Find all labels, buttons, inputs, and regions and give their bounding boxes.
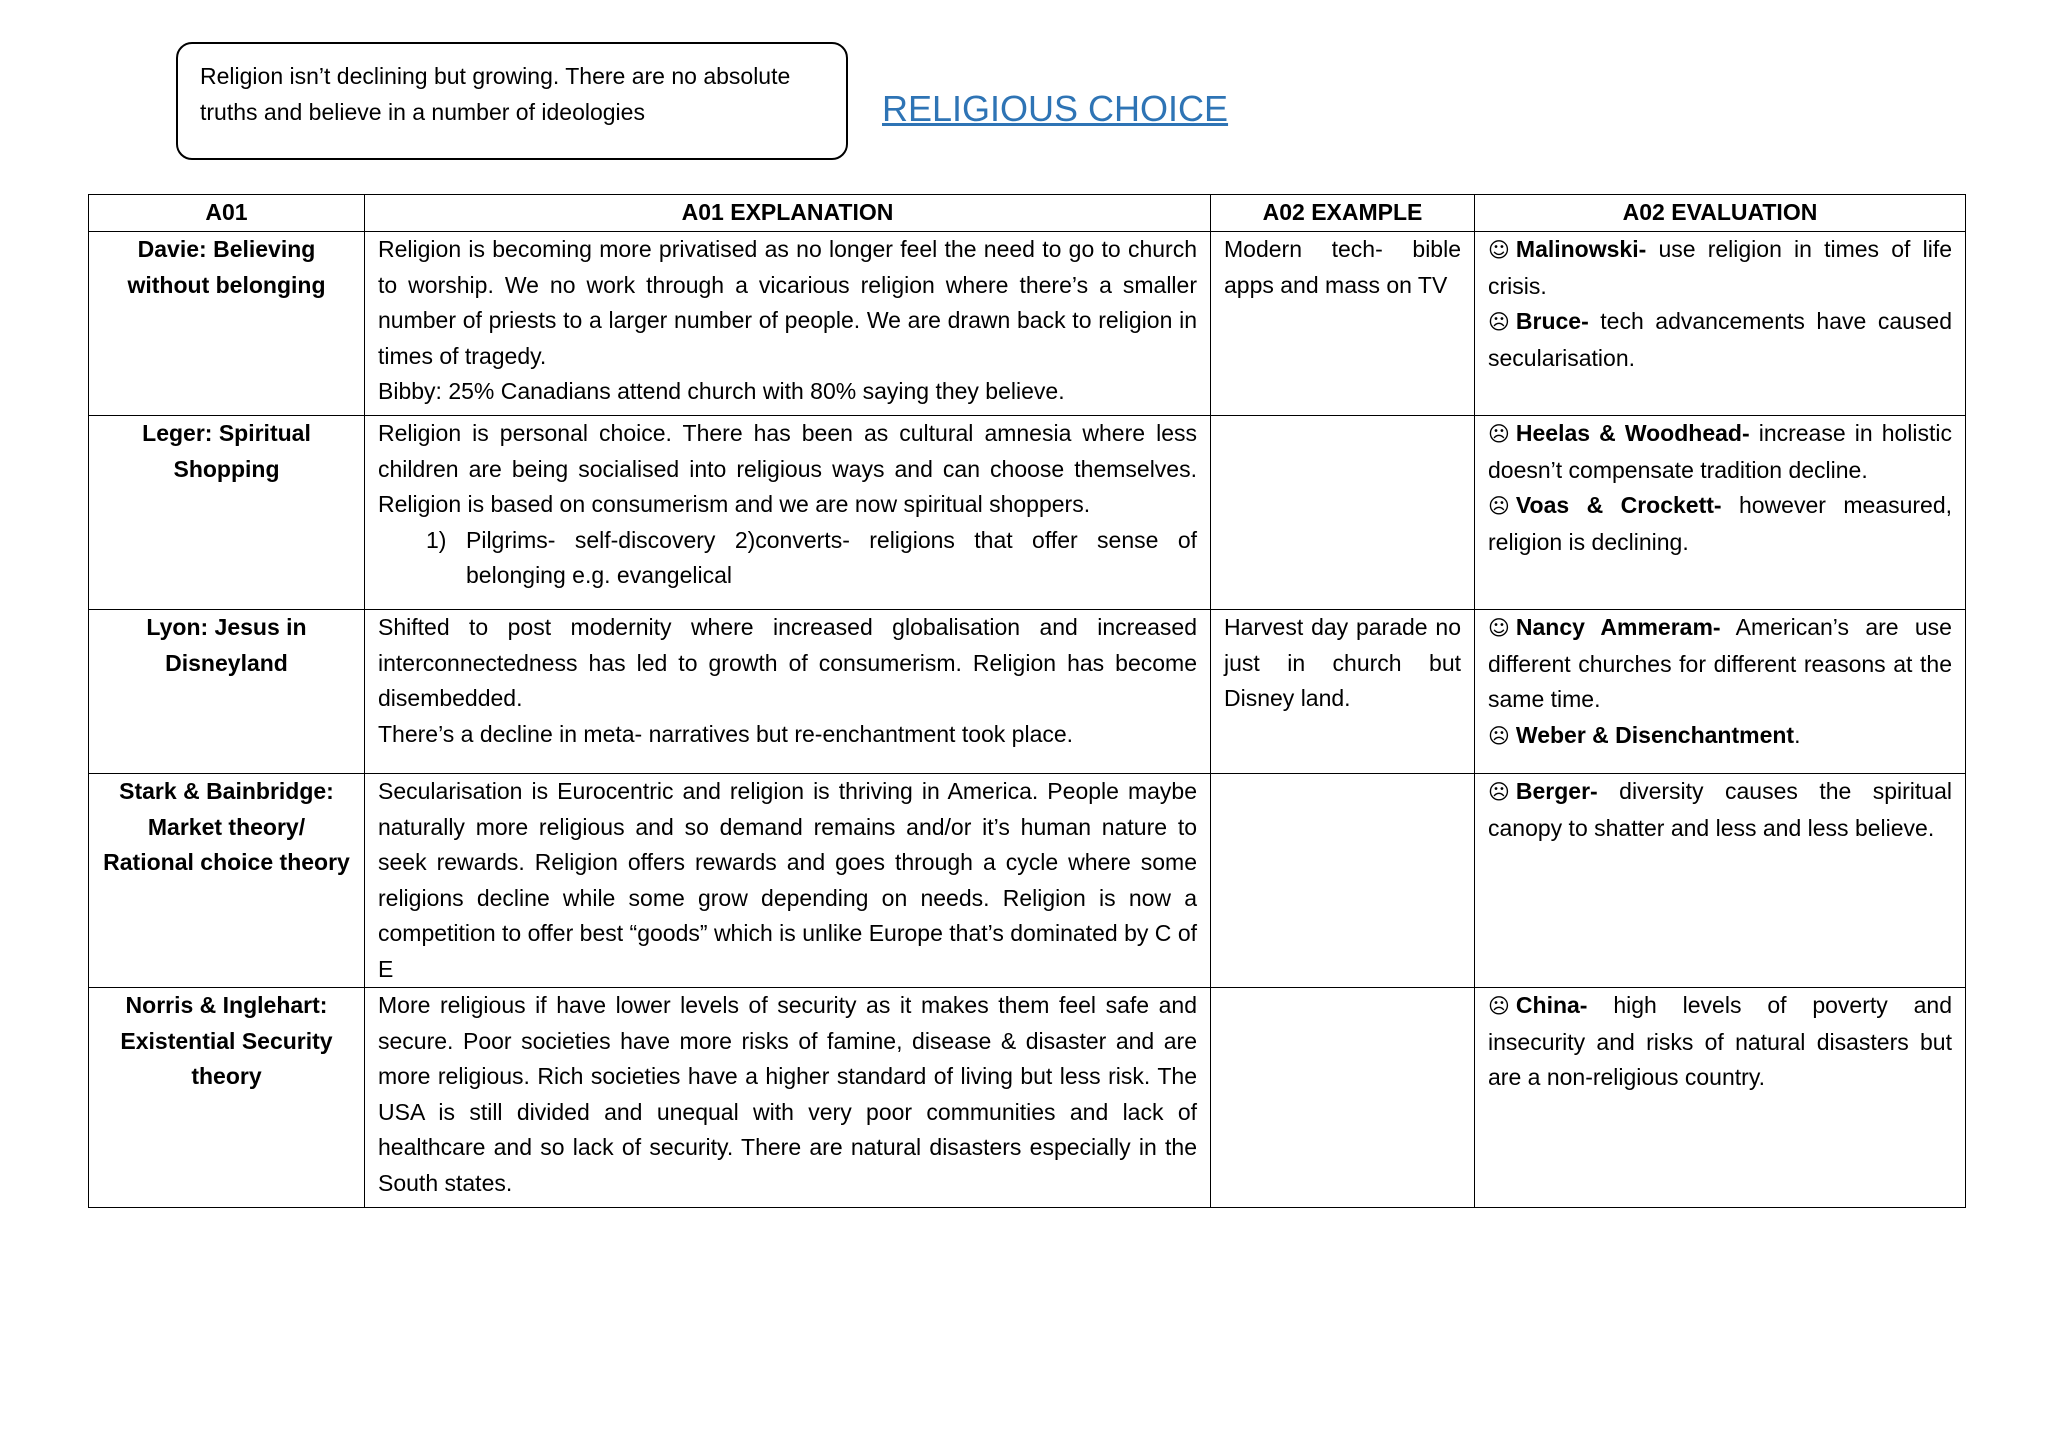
smiley-face-icon: ☺	[1488, 616, 1510, 640]
frowning-face-icon: ☹	[1488, 494, 1510, 518]
table-row	[89, 988, 1966, 1208]
header-a01-explanation: A01 EXPLANATION	[365, 195, 1211, 232]
example-cell	[1211, 232, 1475, 416]
theorist-cell	[89, 988, 365, 1208]
evaluation-point	[1488, 774, 1952, 846]
evaluation-text: high levels of poverty and insecurity and risks of natural disasters but are a non-religious country.	[1488, 992, 1952, 1090]
evaluation-point	[1488, 488, 1952, 560]
explanation-paragraph: There’s a decline in meta- narratives but re-enchantment took place.	[378, 720, 1074, 747]
example-cell	[1211, 610, 1475, 774]
evaluation-text: tech advancements have caused secularisation.	[1488, 308, 1952, 371]
theorist-cell	[89, 774, 365, 988]
religious-choice-table	[88, 194, 1966, 1208]
frowning-face-icon: ☹	[1488, 723, 1510, 748]
explanation-paragraph: Secularisation is Eurocentric and religion is thriving in America. People maybe naturally more religious and so demand remains and/or it’s human nature to seek rewards. Religion offers rewards and goes through a cycle where some religions decline while some grow depending on needs. Religion is now a competition to offer best “goods” which is unlike Europe that’s dominated by C of E	[378, 778, 1197, 982]
explanation-paragraph: More religious if have lower levels of security as it makes them feel safe and secure. Poor societies have more risks of famine, disease & disaster and are more religious. Rich societies have a higher standard of living but less risk. The USA is still divided and unequal with very poor communities and lack of healthcare and so lack of security. There are natural disasters especially in the South states.	[378, 992, 1197, 1196]
theorist-cell	[89, 232, 365, 416]
evaluation-text: use religion in times of life crisis.	[1488, 236, 1952, 299]
example-cell	[1211, 416, 1475, 610]
theorist-label: Stark & Bainbridge: Market theory/ Rational choice theory	[103, 778, 350, 875]
frowning-face-icon: ☹	[1488, 780, 1510, 804]
explanation-paragraph: Bibby: 25% Canadians attend church with 80% saying they believe.	[378, 378, 1065, 404]
evaluation-cell	[1475, 232, 1966, 416]
evaluation-text: American’s are use different churches for different reasons at the same time.	[1488, 614, 1952, 712]
evaluation-name: Berger-	[1515, 778, 1598, 804]
theorist-label: Leger: Spiritual Shopping	[142, 420, 311, 482]
evaluation-point	[1488, 232, 1952, 304]
evaluation-point	[1488, 718, 1952, 755]
evaluation-name: China-	[1515, 992, 1588, 1018]
header-a02-evaluation: A02 EVALUATION	[1475, 195, 1966, 232]
frowning-face-icon: ☹	[1488, 310, 1510, 334]
explanation-paragraph: Religion is becoming more privatised as no longer feel the need to go to church to worship. We no work through a vicarious religion where there’s a smaller number of priests to a larger number of people. We are drawn back to religion in times of tragedy.	[378, 236, 1197, 369]
example-cell	[1211, 988, 1475, 1208]
evaluation-text: .	[1794, 721, 1801, 748]
evaluation-text: however measured, religion is declining.	[1488, 492, 1952, 555]
explanation-cell	[365, 610, 1211, 774]
explanation-paragraph: Shifted to post modernity where increased globalisation and increased interconnectedness has led to growth of consumerism. Religion has become disembedded.	[378, 614, 1197, 711]
theorist-cell	[89, 610, 365, 774]
evaluation-point	[1488, 416, 1952, 488]
summary-callout-box	[176, 42, 848, 160]
table-row	[89, 232, 1966, 416]
page-title: RELIGIOUS CHOICE	[882, 88, 1229, 129]
table-row	[89, 610, 1966, 774]
evaluation-text: diversity causes the spiritual canopy to shatter and less and less believe.	[1488, 778, 1952, 841]
frowning-face-icon: ☹	[1488, 422, 1510, 446]
evaluation-name: Voas & Crockett-	[1515, 492, 1722, 518]
table-row	[89, 774, 1966, 988]
theorist-label: Norris & Inglehart: Existential Security theory	[120, 992, 333, 1089]
explanation-cell	[365, 416, 1211, 610]
evaluation-cell	[1475, 988, 1966, 1208]
table-row	[89, 416, 1966, 610]
summary-callout-text: Religion isn’t declining but growing. There are no absolute truths and believe in a number of ideologies	[200, 63, 791, 125]
evaluation-text: increase in holistic doesn’t compensate tradition decline.	[1488, 420, 1952, 483]
list-item	[378, 523, 1197, 594]
list-number: 1)	[426, 526, 447, 553]
example-text: Modern tech- bible apps and mass on TV	[1224, 236, 1461, 298]
evaluation-cell	[1475, 610, 1966, 774]
evaluation-cell	[1475, 416, 1966, 610]
example-cell	[1211, 774, 1475, 988]
theorist-label: Lyon: Jesus in Disneyland	[146, 614, 307, 676]
explanation-paragraph: Religion is personal choice. There has been as cultural amnesia where less children are being socialised into religious ways and can choose themselves. Religion is based on consumerism and we are now spiritual shoppers.	[378, 420, 1197, 517]
list-text: Pilgrims- self-discovery 2)converts- religions that offer sense of belonging e.g. evangelical	[466, 526, 1197, 588]
smiley-face-icon: ☺	[1488, 238, 1510, 262]
header-a01: A01	[89, 195, 365, 232]
evaluation-name: Bruce-	[1515, 308, 1589, 334]
table-header-row	[89, 195, 1966, 232]
explanation-cell	[365, 232, 1211, 416]
frowning-face-icon: ☹	[1488, 994, 1510, 1018]
evaluation-name: Nancy Ammeram-	[1515, 614, 1721, 640]
evaluation-point	[1488, 610, 1952, 718]
theorist-cell	[89, 416, 365, 610]
evaluation-cell	[1475, 774, 1966, 988]
evaluation-name: Heelas & Woodhead-	[1515, 420, 1750, 446]
example-text: Harvest day parade no just in church but Disney land.	[1224, 614, 1461, 711]
explanation-cell	[365, 774, 1211, 988]
evaluation-point	[1488, 304, 1952, 376]
evaluation-point	[1488, 988, 1952, 1096]
theorist-label: Davie: Believing without belonging	[127, 236, 326, 298]
explanation-cell	[365, 988, 1211, 1208]
evaluation-name: Malinowski-	[1515, 236, 1647, 262]
header-a02-example: A02 EXAMPLE	[1211, 195, 1475, 232]
evaluation-name: Weber & Disenchantment	[1515, 721, 1795, 748]
